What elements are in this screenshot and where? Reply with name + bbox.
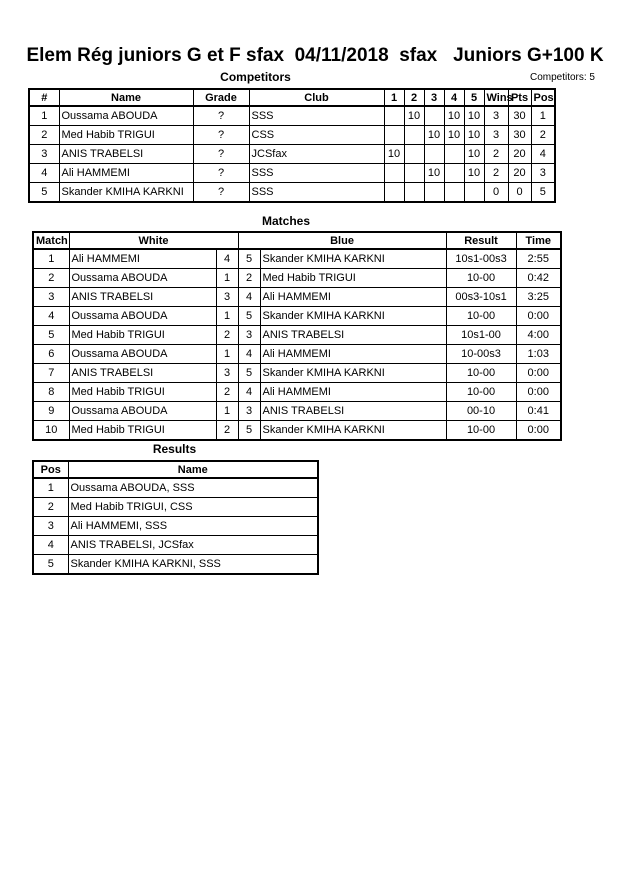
result-cell: 10-00 [446, 383, 516, 402]
wins-cell: 2 [484, 164, 508, 183]
table-row [29, 183, 555, 203]
match-number-cell: 1 [33, 249, 69, 269]
blue-name-cell: ANIS TRABELSI [260, 402, 446, 421]
result-pos-cell: 5 [33, 555, 68, 575]
col-header-name: Name [59, 89, 193, 106]
col-header-time: Time [516, 232, 561, 249]
table-row [29, 164, 555, 183]
pos-cell: 1 [531, 106, 555, 126]
score-cell: 10 [424, 164, 444, 183]
col-header-number: # [29, 89, 59, 106]
score-cell: 10 [424, 126, 444, 145]
pts-cell: 30 [508, 106, 531, 126]
col-header-opp1: 1 [384, 89, 404, 106]
competitor-grade-cell: ? [193, 164, 249, 183]
result-name-cell: ANIS TRABELSI, JCSfax [68, 536, 318, 555]
result-cell: 10-00 [446, 307, 516, 326]
col-header-pts: Pts [508, 89, 531, 106]
blue-seed-cell: 3 [238, 326, 260, 345]
result-cell: 10-00s3 [446, 345, 516, 364]
col-header-opp3: 3 [424, 89, 444, 106]
table-row [33, 517, 318, 536]
competitor-name-cell: Ali HAMMEMI [59, 164, 193, 183]
white-name-cell: ANIS TRABELSI [69, 364, 216, 383]
blue-seed-cell: 5 [238, 307, 260, 326]
white-name-cell: Oussama ABOUDA [69, 402, 216, 421]
col-header-match: Match [33, 232, 69, 249]
blue-seed-cell: 5 [238, 421, 260, 441]
blue-seed-cell: 3 [238, 402, 260, 421]
result-pos-cell: 3 [33, 517, 68, 536]
white-seed-cell: 3 [216, 288, 238, 307]
competitors-count-label: Competitors: 5 [529, 72, 595, 83]
competitor-grade-cell: ? [193, 145, 249, 164]
match-number-cell: 3 [33, 288, 69, 307]
matches-heading: Matches [261, 214, 311, 228]
white-seed-cell: 2 [216, 326, 238, 345]
table-row [33, 364, 561, 383]
result-cell: 10s1-00s3 [446, 249, 516, 269]
score-cell: 10 [464, 145, 484, 164]
score-cell: 10 [444, 106, 464, 126]
white-seed-cell: 1 [216, 307, 238, 326]
match-number-cell: 9 [33, 402, 69, 421]
table-row [29, 106, 555, 126]
white-seed-cell: 1 [216, 402, 238, 421]
table-row [33, 421, 561, 441]
table-row [33, 307, 561, 326]
matches-table [32, 231, 562, 441]
time-cell: 0:00 [516, 383, 561, 402]
competitor-number-cell: 1 [29, 106, 59, 126]
score-cell [384, 106, 404, 126]
blue-name-cell: Ali HAMMEMI [260, 345, 446, 364]
match-number-cell: 5 [33, 326, 69, 345]
score-cell [424, 106, 444, 126]
blue-name-cell: Skander KMIHA KARKNI [260, 307, 446, 326]
competitor-club-cell: CSS [249, 126, 384, 145]
match-number-cell: 7 [33, 364, 69, 383]
score-cell [404, 183, 424, 203]
white-seed-cell: 4 [216, 249, 238, 269]
time-cell: 4:00 [516, 326, 561, 345]
competitor-grade-cell: ? [193, 183, 249, 203]
blue-seed-cell: 5 [238, 364, 260, 383]
competitor-number-cell: 4 [29, 164, 59, 183]
col-header-opp2: 2 [404, 89, 424, 106]
result-cell: 10-00 [446, 364, 516, 383]
competitor-name-cell: Med Habib TRIGUI [59, 126, 193, 145]
result-pos-cell: 1 [33, 478, 68, 498]
page-title: Elem Rég juniors G et F sfax 04/11/2018 sfax Juniors G+100 K [26, 45, 604, 66]
table-row [29, 126, 555, 145]
white-name-cell: Ali HAMMEMI [69, 249, 216, 269]
score-cell [444, 164, 464, 183]
score-cell: 10 [464, 106, 484, 126]
score-cell [384, 164, 404, 183]
result-cell: 00-10 [446, 402, 516, 421]
wins-cell: 2 [484, 145, 508, 164]
table-row [33, 402, 561, 421]
results-heading: Results [152, 442, 197, 456]
score-cell [404, 126, 424, 145]
score-cell [444, 183, 464, 203]
score-cell [404, 164, 424, 183]
result-cell: 10s1-00 [446, 326, 516, 345]
table-row [33, 249, 561, 269]
competitor-name-cell: Oussama ABOUDA [59, 106, 193, 126]
score-cell: 10 [384, 145, 404, 164]
match-number-cell: 6 [33, 345, 69, 364]
score-cell [464, 183, 484, 203]
table-row [33, 478, 318, 498]
competitor-club-cell: JCSfax [249, 145, 384, 164]
score-cell: 10 [464, 164, 484, 183]
col-header-opp5: 5 [464, 89, 484, 106]
col-header-pos: Pos [33, 461, 68, 478]
time-cell: 0:41 [516, 402, 561, 421]
col-header-name: Name [68, 461, 318, 478]
blue-seed-cell: 4 [238, 288, 260, 307]
score-cell [444, 145, 464, 164]
result-cell: 10-00 [446, 421, 516, 441]
matches-header-row [33, 232, 561, 249]
pos-cell: 3 [531, 164, 555, 183]
wins-cell: 0 [484, 183, 508, 203]
pts-cell: 0 [508, 183, 531, 203]
result-name-cell: Ali HAMMEMI, SSS [68, 517, 318, 536]
result-pos-cell: 2 [33, 498, 68, 517]
col-header-wins: Wins [484, 89, 508, 106]
competitor-club-cell: SSS [249, 106, 384, 126]
blue-name-cell: Skander KMIHA KARKNI [260, 249, 446, 269]
blue-name-cell: Skander KMIHA KARKNI [260, 364, 446, 383]
white-name-cell: Oussama ABOUDA [69, 345, 216, 364]
blue-name-cell: Ali HAMMEMI [260, 383, 446, 402]
time-cell: 1:03 [516, 345, 561, 364]
time-cell: 2:55 [516, 249, 561, 269]
blue-name-cell: Skander KMIHA KARKNI [260, 421, 446, 441]
competitor-club-cell: SSS [249, 164, 384, 183]
time-cell: 0:00 [516, 421, 561, 441]
competitor-grade-cell: ? [193, 106, 249, 126]
col-header-opp4: 4 [444, 89, 464, 106]
pos-cell: 4 [531, 145, 555, 164]
table-row [33, 383, 561, 402]
competitor-number-cell: 2 [29, 126, 59, 145]
blue-name-cell: Med Habib TRIGUI [260, 269, 446, 288]
result-cell: 10-00 [446, 269, 516, 288]
white-seed-cell: 1 [216, 269, 238, 288]
result-name-cell: Skander KMIHA KARKNI, SSS [68, 555, 318, 575]
score-cell: 10 [404, 106, 424, 126]
score-cell [404, 145, 424, 164]
competitor-name-cell: ANIS TRABELSI [59, 145, 193, 164]
blue-name-cell: ANIS TRABELSI [260, 326, 446, 345]
pts-cell: 30 [508, 126, 531, 145]
results-header-row [33, 461, 318, 478]
match-number-cell: 2 [33, 269, 69, 288]
table-row [33, 288, 561, 307]
table-row [33, 345, 561, 364]
table-row [29, 145, 555, 164]
match-number-cell: 8 [33, 383, 69, 402]
white-name-cell: Med Habib TRIGUI [69, 383, 216, 402]
col-header-pos: Pos [531, 89, 555, 106]
white-name-cell: Med Habib TRIGUI [69, 326, 216, 345]
competitors-heading: Competitors [220, 70, 291, 84]
result-name-cell: Med Habib TRIGUI, CSS [68, 498, 318, 517]
table-row [33, 555, 318, 575]
wins-cell: 3 [484, 106, 508, 126]
white-name-cell: ANIS TRABELSI [69, 288, 216, 307]
competitor-grade-cell: ? [193, 126, 249, 145]
col-header-blue: Blue [238, 232, 446, 249]
results-table [32, 460, 319, 575]
score-cell: 10 [444, 126, 464, 145]
score-cell: 10 [464, 126, 484, 145]
match-number-cell: 4 [33, 307, 69, 326]
col-header-white: White [69, 232, 238, 249]
white-seed-cell: 3 [216, 364, 238, 383]
competitor-number-cell: 3 [29, 145, 59, 164]
col-header-result: Result [446, 232, 516, 249]
time-cell: 0:00 [516, 307, 561, 326]
wins-cell: 3 [484, 126, 508, 145]
pts-cell: 20 [508, 164, 531, 183]
blue-seed-cell: 4 [238, 345, 260, 364]
col-header-grade: Grade [193, 89, 249, 106]
white-name-cell: Oussama ABOUDA [69, 269, 216, 288]
blue-seed-cell: 5 [238, 249, 260, 269]
score-cell [384, 183, 404, 203]
white-seed-cell: 1 [216, 345, 238, 364]
pos-cell: 5 [531, 183, 555, 203]
table-row [33, 269, 561, 288]
table-row [33, 498, 318, 517]
white-name-cell: Med Habib TRIGUI [69, 421, 216, 441]
score-cell [424, 145, 444, 164]
time-cell: 0:42 [516, 269, 561, 288]
table-row [33, 536, 318, 555]
result-cell: 00s3-10s1 [446, 288, 516, 307]
white-seed-cell: 2 [216, 421, 238, 441]
score-cell [384, 126, 404, 145]
competitor-club-cell: SSS [249, 183, 384, 203]
time-cell: 3:25 [516, 288, 561, 307]
col-header-club: Club [249, 89, 384, 106]
pts-cell: 20 [508, 145, 531, 164]
score-cell [424, 183, 444, 203]
table-row [33, 326, 561, 345]
competitors-table [28, 88, 556, 203]
match-number-cell: 10 [33, 421, 69, 441]
blue-seed-cell: 2 [238, 269, 260, 288]
pos-cell: 2 [531, 126, 555, 145]
competitor-number-cell: 5 [29, 183, 59, 203]
competitor-name-cell: Skander KMIHA KARKNI [59, 183, 193, 203]
blue-name-cell: Ali HAMMEMI [260, 288, 446, 307]
competitors-header-row [29, 89, 555, 106]
result-name-cell: Oussama ABOUDA, SSS [68, 478, 318, 498]
result-pos-cell: 4 [33, 536, 68, 555]
time-cell: 0:00 [516, 364, 561, 383]
blue-seed-cell: 4 [238, 383, 260, 402]
white-seed-cell: 2 [216, 383, 238, 402]
white-name-cell: Oussama ABOUDA [69, 307, 216, 326]
